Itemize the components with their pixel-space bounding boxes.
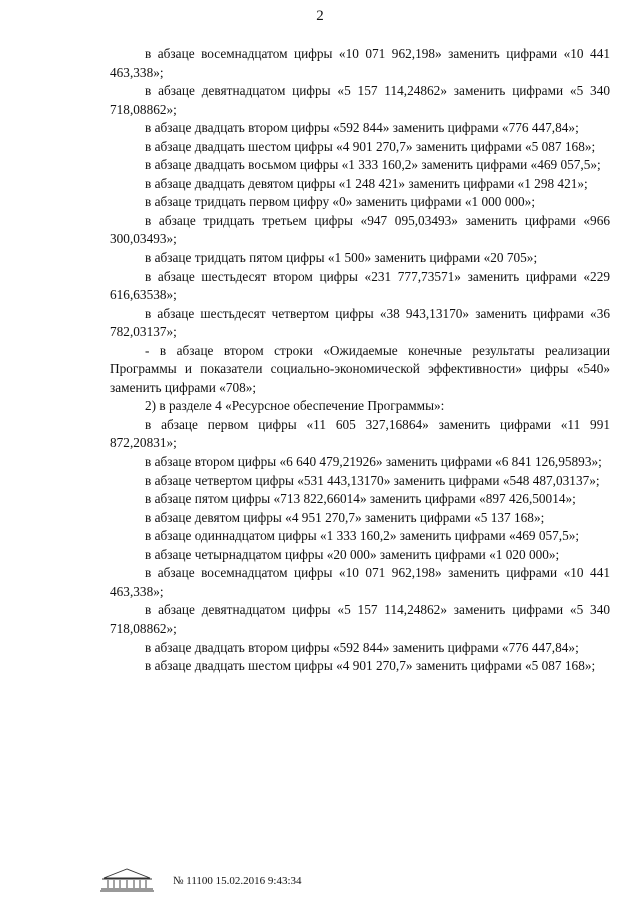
paragraph: - в абзаце втором строки «Ожидаемые конечные результаты реализации Программы и показатели социально-экономической эффективности» цифры «540» заменить цифрами «708»; [110, 342, 610, 395]
paragraph: в абзаце одиннадцатом цифры «1 333 160,2» заменить цифрами «469 057,5»; [145, 528, 580, 544]
paragraph: в абзаце восемнадцатом цифры «10 071 962,198» заменить цифрами «10 441 463,338»; [110, 46, 610, 80]
paragraph: в абзаце шестьдесят втором цифры «231 777,73571» заменить цифрами «229 616,63538»; [110, 268, 610, 303]
document-body [110, 45, 610, 676]
paragraph: в абзаце двадцать втором цифры «592 844» заменить цифрами «776 447,84»; [145, 639, 579, 655]
paragraph: в абзаце первом цифры «11 605 327,16864» заменить цифрами «11 991 872,20831»; [110, 416, 610, 451]
paragraph: в абзаце двадцать шестом цифры «4 901 270,7» заменить цифрами «5 087 168»; [145, 658, 596, 674]
document-footer [98, 864, 418, 894]
paragraph: в абзаце шестьдесят четвертом цифры «38 943,13170» заменить цифрами «36 782,03137»; [110, 305, 610, 340]
page-number: 2 [316, 8, 324, 24]
paragraph: в абзаце девятнадцатом цифры «5 157 114,24862» заменить цифрами «5 340 718,08862»; [110, 83, 610, 117]
paragraph: в абзаце двадцать втором цифры «592 844» заменить цифрами «776 447,84»; [145, 120, 579, 136]
paragraph: в абзаце двадцать восьмом цифры «1 333 160,2» заменить цифрами «469 057,5»; [145, 157, 601, 173]
section-paragraph: 2) в разделе 4 «Ресурсное обеспечение Программы»: [145, 398, 445, 414]
paragraph: в абзаце четвертом цифры «531 443,13170» заменить цифрами «548 487,03137»; [145, 472, 600, 488]
paragraph: в абзаце девятом цифры «4 951 270,7» заменить цифрами «5 137 168»; [145, 509, 545, 525]
paragraph: в абзаце четырнадцатом цифры «20 000» заменить цифрами «1 020 000»; [145, 546, 560, 562]
paragraph: в абзаце тридцать первом цифру «0» заменить цифрами «1 000 000»; [145, 194, 536, 210]
paragraph: в абзаце тридцать пятом цифры «1 500» заменить цифрами «20 705»; [145, 250, 538, 266]
paragraph: в абзаце восемнадцатом цифры «10 071 962,198» заменить цифрами «10 441 463,338»; [110, 565, 610, 599]
paragraph: в абзаце тридцать третьем цифры «947 095,03493» заменить цифрами «966 300,03493»; [110, 212, 610, 247]
paragraph: в абзаце пятом цифры «713 822,66014» заменить цифрами «897 426,50014»; [145, 491, 576, 507]
paragraph: в абзаце двадцать девятом цифры «1 248 421» заменить цифрами «1 298 421»; [145, 175, 588, 191]
paragraph: в абзаце втором цифры «6 640 479,21926» заменить цифрами «6 841 126,95893»; [145, 454, 602, 470]
document-registration-info: № 11100 15.02.2016 9:43:34 [173, 875, 302, 887]
paragraph: в абзаце двадцать шестом цифры «4 901 270,7» заменить цифрами «5 087 168»; [145, 138, 596, 154]
paragraph: в абзаце девятнадцатом цифры «5 157 114,24862» заменить цифрами «5 340 718,08862»; [110, 602, 610, 636]
government-building-stamp-icon [98, 864, 156, 894]
